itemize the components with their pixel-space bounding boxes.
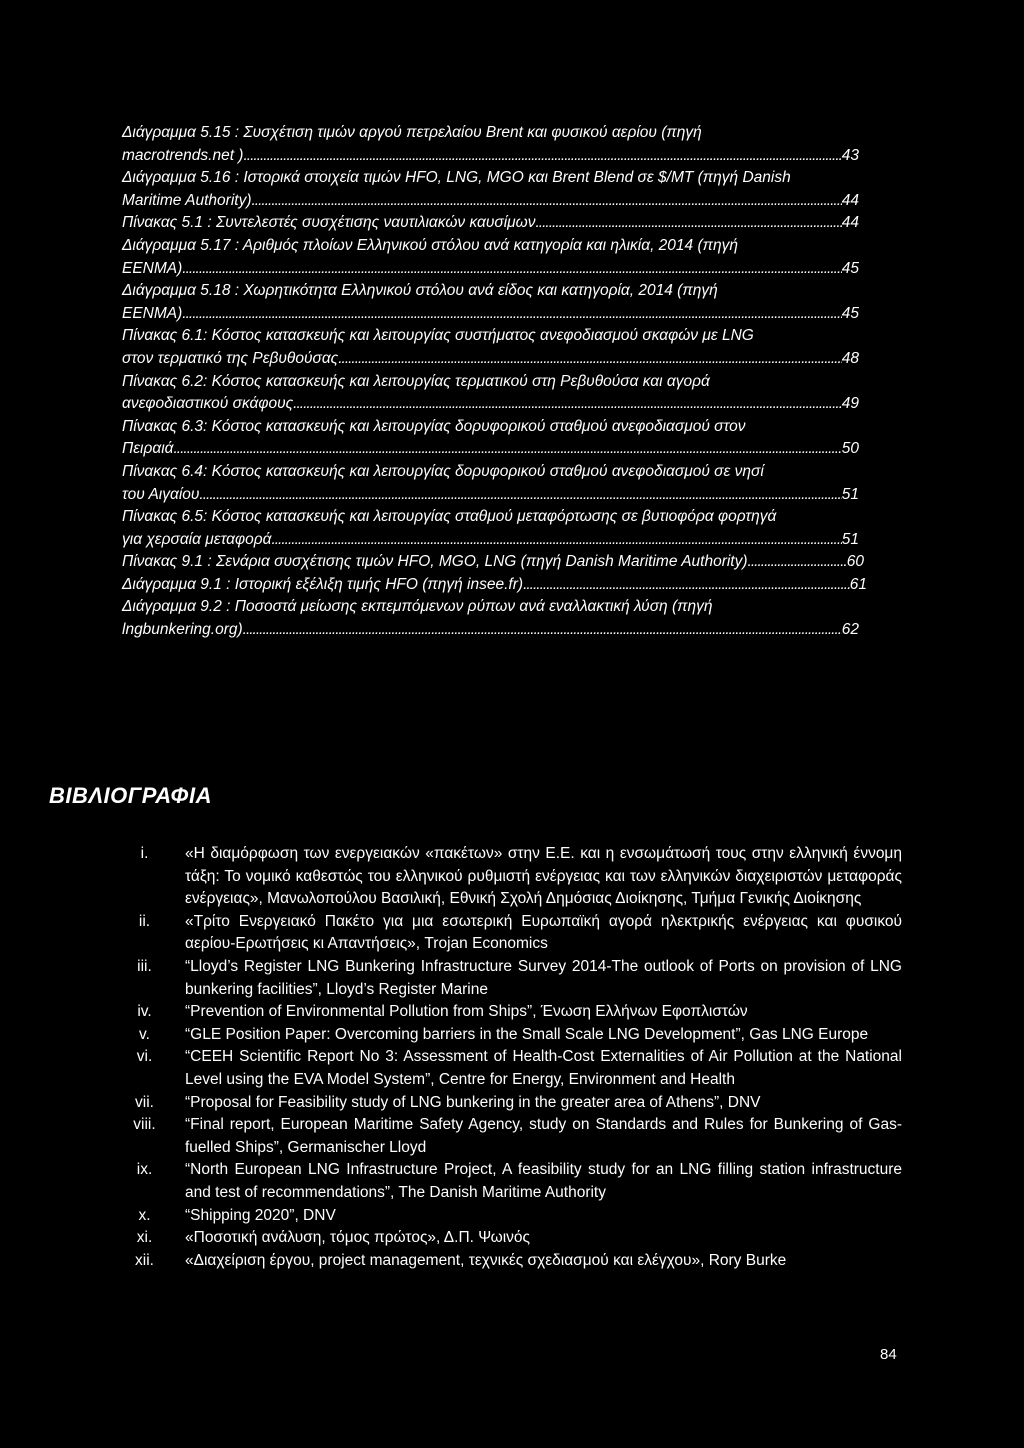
list-item-number: iv.	[137, 1003, 152, 1021]
toc-page-number: 60	[846, 553, 864, 571]
dot-leader	[271, 529, 841, 552]
list-item-number: vi.	[136, 1048, 153, 1066]
toc-page-number: 44	[841, 214, 859, 232]
toc-entry-title: Διάγραμμα 5.16 : Ιστορικά στοιχεία τιμών HFO, LNG, MGO και Brent Blend σε $/MT (πηγή Danish	[122, 169, 791, 187]
list-item-text: “Proposal for Feasibility study of LNG bunkering in the greater area of Athens”, DNV	[185, 1093, 761, 1111]
toc-entry-title-cont: στον τερματικό της Ρεβυθούσας	[122, 349, 339, 367]
list-item-text: “Final report, European Maritime Safety Agency, study on Standards and Rules for Bunkering of Gas-fuelled Ships”, Germanischer Lloyd	[185, 1116, 902, 1156]
list-item	[122, 1159, 902, 1204]
list-item-number: xi.	[136, 1229, 153, 1247]
list-item-text: “North European LNG Infrastructure Project, A feasibility study for an LNG filling station infrastructure and test of recommendations”, The Danish Maritime Authority	[185, 1161, 902, 1201]
list-item-number: v.	[139, 1025, 150, 1043]
list-item-number: ii.	[138, 912, 151, 930]
toc-entry-title-cont: ΕΕΝΜΑ)	[122, 259, 183, 277]
toc-entry-title-cont: ανεφοδιαστικού σκάφους	[122, 395, 294, 413]
toc-entry-title: Διάγραμμα 9.2 : Ποσοστά μείωσης εκπεμπόμενων ρύπων ανά εναλλακτική λύση (πηγή	[122, 598, 713, 616]
list-item-text: «Ποσοτική ανάλυση, τόμος πρώτος», Δ.Π. Ψωινός	[185, 1229, 531, 1247]
bibliography-heading: ΒΙΒΛΙΟΓΡΑΦΙΑ	[49, 783, 212, 808]
toc-entry-title: Πίνακας 6.2: Κόστος κατασκευής και λειτουργίας τερματικού στη Ρεβυθούσα και αγορά	[122, 372, 710, 390]
toc-page-number: 48	[841, 349, 859, 367]
dot-leader	[243, 619, 842, 642]
toc-entry-title: Πίνακας 6.4: Κόστος κατασκευής και λειτουργίας δορυφορικού σταθμού ανεφοδιασμού σε νησί	[122, 462, 764, 480]
list-item-text: “Prevention of Environmental Pollution from Ships”, Ένωση Ελλήνων Εφοπλιστών	[185, 1003, 748, 1021]
dot-leader	[535, 212, 841, 235]
toc-entry-title-cont: ΕΕΝΜΑ)	[122, 304, 183, 322]
list-item	[122, 1001, 902, 1024]
toc-entry[interactable]	[122, 280, 902, 325]
toc-entry[interactable]	[122, 551, 902, 574]
list-item-text: “CEEH Scientific Report No 3: Assessment of Health-Cost Externalities of Air Pollution at the National Level using the EVA Model System”, Centre for Energy, Environment and Health	[185, 1048, 902, 1088]
toc-entry[interactable]	[122, 122, 902, 167]
list-item	[122, 1092, 902, 1115]
toc-entry[interactable]	[122, 416, 902, 461]
list-item-text: “GLE Position Paper: Overcoming barriers in the Small Scale LNG Development”, Gas LNG Europe	[185, 1025, 869, 1043]
toc-entry-title: Πίνακας 5.1 : Συντελεστές συσχέτισης ναυτιλιακών καυσίμων	[122, 214, 536, 232]
dot-leader	[243, 145, 841, 168]
dot-leader	[338, 348, 842, 371]
dot-leader	[199, 484, 841, 507]
toc-entry-title-cont: Πειραιά	[122, 440, 174, 458]
toc-page-number: 51	[841, 485, 859, 503]
list-item	[122, 956, 902, 1001]
toc-entry[interactable]	[122, 235, 902, 280]
toc-entry[interactable]	[122, 574, 902, 597]
toc-page-number: 44	[841, 191, 859, 209]
list-item-text: “Shipping 2020”, DNV	[185, 1206, 336, 1224]
toc-entry[interactable]	[122, 325, 902, 370]
dot-leader	[523, 574, 850, 597]
toc-entry-title: Πίνακας 6.5: Κόστος κατασκευής και λειτουργίας σταθμού μεταφόρτωσης σε βυτιοφόρα φορτηγά	[122, 508, 777, 526]
toc-page-number: 45	[841, 304, 859, 322]
dot-leader	[174, 438, 842, 461]
list-item	[122, 1114, 902, 1159]
list-item-text: «Η διαμόρφωση των ενεργειακών «πακέτων» στην Ε.Ε. και η ενσωμάτωσή τους στην ελληνική έννομη τάξη: Το νομικό καθεστώς του ελληνικού ρυθμιστή ενέργειας και των ελληνικών διαχειριστών μεταφοράς ενέργειας», Μανωλοπούλου Βασιλική, Εθνική Σχολή Δημόσιας Διοίκησης, Τμήμα Γενικής Διοίκησης	[185, 845, 902, 908]
dot-leader	[182, 303, 841, 326]
toc-entry[interactable]	[122, 461, 902, 506]
list-item-number: x.	[138, 1206, 151, 1224]
toc-entry-title-cont: Maritime Authority)	[122, 191, 252, 209]
toc-page-number: 62	[841, 621, 859, 639]
toc-entry-title-cont: macrotrends.net )	[122, 146, 244, 164]
list-item-number: i.	[140, 845, 149, 862]
list-item-text: «Διαχείριση έργου, project management, τεχνικές σχεδιασμού και ελέγχου», Rory Burke	[185, 1251, 787, 1269]
list-item	[122, 1227, 902, 1250]
list-item	[122, 1046, 902, 1091]
bibliography-list	[122, 843, 902, 1272]
toc-entry[interactable]	[122, 167, 902, 212]
list-item	[122, 1250, 902, 1273]
list-item-number: ix.	[136, 1161, 153, 1179]
toc-entry-title-cont: για χερσαία μεταφορά	[122, 530, 272, 548]
toc-entry[interactable]	[122, 596, 902, 641]
list-item	[122, 911, 902, 956]
list-item-number: viii.	[133, 1116, 156, 1134]
toc-entry[interactable]	[122, 506, 902, 551]
toc-entry[interactable]	[122, 371, 902, 416]
list-item-number: xii.	[135, 1251, 154, 1269]
list-item-number: vii.	[135, 1093, 154, 1111]
toc-entry-title: Πίνακας 6.1: Κόστος κατασκευής και λειτουργίας συστήματος ανεφοδιασμού σκαφών με LNG	[122, 327, 754, 345]
toc-entry-title: Διάγραμμα 5.17 : Αριθμός πλοίων Ελληνικού στόλου ανά κατηγορία και ηλικία, 2014 (πηγή	[122, 236, 738, 254]
toc-page-number: 43	[841, 146, 859, 164]
toc-entry-title: Διάγραμμα 5.15 : Συσχέτιση τιμών αργού πετρελαίου Brent και φυσικού αερίου (πηγή	[122, 124, 702, 141]
list-of-figures-tables	[122, 122, 902, 642]
dot-leader	[182, 258, 841, 281]
toc-entry-title: Πίνακας 6.3: Κόστος κατασκευής και λειτουργίας δορυφορικού σταθμού ανεφοδιασμού στον	[122, 417, 746, 435]
list-item-number: iii.	[137, 957, 152, 975]
dot-leader	[251, 190, 841, 213]
list-item-text: «Τρίτο Ενεργειακό Πακέτο για μια εσωτερική Ευρωπαϊκή αγορά ηλεκτρικής ενέργειας και φυσικού αερίου-Ερωτήσεις κι Απαντήσεις», Trojan Economics	[185, 912, 902, 953]
dot-leader	[293, 393, 842, 416]
list-item	[122, 1024, 902, 1047]
toc-page-number: 61	[849, 575, 867, 593]
toc-entry-title: Πίνακας 9.1 : Σενάρια συσχέτισης τιμών HFO, MGO, LNG (πηγή Danish Maritime Authority)	[122, 553, 748, 571]
page-number: 84	[880, 1346, 897, 1363]
list-item	[122, 843, 902, 911]
dot-leader	[748, 551, 847, 574]
list-item	[122, 1205, 902, 1228]
toc-page-number: 51	[841, 530, 859, 548]
toc-entry-title-cont: lngbunkering.org)	[122, 621, 243, 639]
toc-page-number: 49	[841, 395, 859, 413]
toc-entry-title: Διάγραμμα 5.18 : Χωρητικότητα Ελληνικού στόλου ανά είδος και κατηγορία, 2014 (πηγή	[122, 282, 718, 300]
toc-entry-title: Διάγραμμα 9.1 : Ιστορική εξέλιξη τιμής HFO (πηγή insee.fr)	[122, 575, 524, 593]
toc-page-number: 50	[841, 440, 859, 458]
list-item-text: “Lloyd’s Register LNG Bunkering Infrastructure Survey 2014-The outlook of Ports on provision of LNG bunkering facilities”, Lloyd’s Register Marine	[185, 957, 902, 998]
toc-page-number: 45	[841, 259, 859, 277]
toc-entry[interactable]	[122, 212, 902, 235]
toc-entry-title-cont: του Αιγαίου	[122, 485, 200, 503]
